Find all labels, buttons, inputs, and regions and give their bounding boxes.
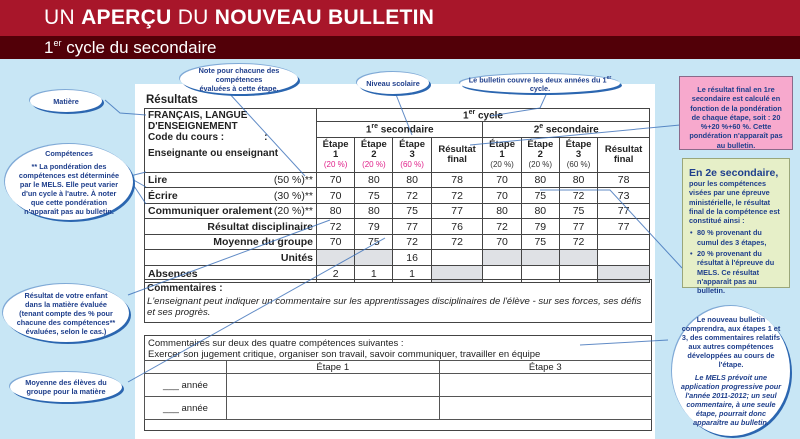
callout-competencies bbox=[5, 144, 133, 220]
cell-value: 80 bbox=[355, 172, 393, 188]
competency-comments-table bbox=[144, 360, 652, 420]
cell-value: 75 bbox=[355, 188, 393, 204]
competency-name: Communiquer oralement bbox=[148, 205, 273, 218]
step-weight: (60 %) bbox=[400, 160, 424, 170]
cell-empty bbox=[145, 361, 227, 374]
cell-value: 70 bbox=[483, 172, 521, 188]
year-rest: secondaire bbox=[543, 124, 599, 136]
cell-value: 70 bbox=[483, 188, 521, 204]
disciplinary-row bbox=[145, 219, 650, 235]
cell-value: 70 bbox=[317, 234, 355, 250]
row-label: Unités bbox=[145, 250, 317, 266]
cell-value: 79 bbox=[521, 219, 559, 235]
cell-value: 77 bbox=[559, 219, 597, 235]
callout-text bbox=[460, 74, 620, 93]
year-label: ___ année bbox=[145, 374, 227, 397]
cell-empty bbox=[559, 250, 597, 266]
callout-text: Matière bbox=[53, 96, 79, 106]
title-part: UN bbox=[44, 6, 82, 29]
competency-weight: (50 %)** bbox=[273, 174, 313, 187]
year-header-2 bbox=[483, 122, 650, 138]
cell-value: 70 bbox=[483, 234, 521, 250]
competency-weight: (30 %)** bbox=[273, 189, 313, 202]
competency-row bbox=[145, 172, 650, 188]
callout-text: Moyenne des élèves du groupe pour la matière bbox=[25, 378, 107, 396]
final-result-note bbox=[679, 76, 793, 150]
cell-empty bbox=[355, 250, 393, 266]
competency-weight: (20 %)** bbox=[273, 205, 313, 218]
step-label: Étape bbox=[489, 139, 515, 151]
step-header bbox=[521, 137, 559, 172]
comments-label: Commentaires : bbox=[147, 283, 223, 294]
cell-value: 72 bbox=[483, 219, 521, 235]
note-list bbox=[683, 228, 789, 295]
cell-empty bbox=[483, 250, 521, 266]
final-label: final bbox=[447, 153, 467, 165]
competency-comments-list: Exercer son jugement critique, organiser son travail, savoir communiquer, travailler en équipe bbox=[148, 349, 541, 360]
subtitle-rest: cycle du secondaire bbox=[61, 38, 217, 57]
cell-value: 80 bbox=[355, 203, 393, 219]
callout-title: Compétences bbox=[45, 148, 93, 158]
step-weight: (20 %) bbox=[490, 160, 514, 170]
callout-cycle bbox=[460, 74, 620, 93]
year-num: 2 bbox=[533, 124, 540, 136]
competency-label bbox=[145, 188, 317, 204]
final-header bbox=[598, 137, 650, 172]
cell-value: 75 bbox=[559, 203, 597, 219]
callout-text: Note pour chacune des compétences bbox=[198, 65, 280, 84]
year-sup: re bbox=[371, 123, 379, 131]
step-header bbox=[317, 137, 355, 172]
cell-value: 75 bbox=[521, 188, 559, 204]
cycle-header bbox=[317, 109, 650, 122]
callout-text: ** La pondération des compétences est déterminée par le MELS. Elle peut varier d'un cycle à l'autre. À noter que cette pondération n'apparaît pas au bulletin. bbox=[18, 161, 120, 216]
course-code-row bbox=[148, 132, 313, 143]
year-sup: e bbox=[539, 123, 544, 131]
step-num: 2 bbox=[537, 149, 543, 161]
cell-value: 1 bbox=[355, 265, 393, 282]
callout-group-average bbox=[10, 372, 122, 402]
cell-value: 1 bbox=[393, 265, 431, 282]
step-num: 1 bbox=[499, 149, 505, 161]
cell-value: 72 bbox=[431, 188, 483, 204]
step-num: 1 bbox=[332, 149, 339, 161]
step-label: Étape bbox=[527, 139, 554, 151]
subject-name: FRANÇAIS, LANGUE D'ENSEIGNEMENT bbox=[148, 110, 248, 132]
comment-cell bbox=[227, 374, 440, 397]
competency-name: Écrire bbox=[148, 189, 178, 202]
cell-value: 75 bbox=[355, 234, 393, 250]
group-average-row bbox=[145, 234, 650, 250]
competency-label bbox=[145, 203, 317, 219]
callout-grade-level bbox=[357, 72, 429, 94]
callout-step-grade bbox=[180, 64, 298, 94]
course-code-label: Code du cours : bbox=[148, 132, 225, 143]
cell-value: 79 bbox=[355, 219, 393, 235]
callout-text: évaluées à cette étape. bbox=[199, 83, 279, 93]
callout-text: Niveau scolaire bbox=[366, 78, 420, 88]
page-title bbox=[44, 6, 434, 30]
cell-value: 80 bbox=[317, 203, 355, 219]
subject-info-cell bbox=[145, 109, 317, 173]
cycle-header-rest: cycle bbox=[475, 110, 503, 122]
competency-comments-box bbox=[144, 335, 652, 431]
cell-value: 72 bbox=[559, 188, 597, 204]
row-label: Absences bbox=[145, 265, 317, 282]
year-label: ___ année bbox=[145, 397, 227, 420]
step-weight: (20 %) bbox=[362, 160, 386, 170]
callout-text-part: cycle. bbox=[529, 84, 551, 94]
step-header bbox=[355, 137, 393, 172]
year-rest: secondaire bbox=[378, 124, 434, 136]
final-label: final bbox=[613, 153, 634, 165]
row-label: Résultat disciplinaire bbox=[145, 219, 317, 235]
column-header: Étape 1 bbox=[227, 361, 440, 374]
callout-text-sup: er bbox=[606, 74, 612, 81]
page-subtitle bbox=[44, 38, 216, 58]
final-label: Résultat bbox=[438, 143, 476, 155]
competency-name: Lire bbox=[148, 174, 168, 187]
cell-value: 75 bbox=[521, 234, 559, 250]
cell-value: 80 bbox=[521, 172, 559, 188]
step-header bbox=[559, 137, 597, 172]
step-header bbox=[393, 137, 431, 172]
cell-empty bbox=[317, 250, 355, 266]
step-num: 3 bbox=[575, 149, 582, 161]
title-part: DU bbox=[171, 6, 215, 29]
cell-value: 77 bbox=[393, 219, 431, 235]
note-item: • 20 % provenant du résultat à l'épreuve du MELS. Ce résultat n'apparaît pas au bulletin. bbox=[697, 249, 785, 295]
cell-value: 77 bbox=[598, 219, 650, 235]
callout-text: Résultat de votre enfant dans la matière évaluée (tenant compte des % pour chacune des compétences** évaluées, selon le cas.) bbox=[16, 290, 116, 336]
step-header bbox=[483, 137, 521, 172]
callout-child-result bbox=[3, 284, 129, 342]
teacher-label: Enseignante ou enseignant bbox=[148, 148, 279, 159]
step-weight: (60 %) bbox=[566, 160, 591, 170]
cell-value: 2 bbox=[317, 265, 355, 282]
cell-value: 80 bbox=[393, 172, 431, 188]
cell-value: 72 bbox=[431, 234, 483, 250]
cycle-header-sup: er bbox=[468, 109, 476, 116]
cell-value: 70 bbox=[317, 188, 355, 204]
note-title: En 2e secondaire, bbox=[689, 167, 779, 179]
title-part: APERÇU bbox=[81, 6, 172, 29]
cell-value: 77 bbox=[431, 203, 483, 219]
step-num: 3 bbox=[409, 149, 415, 161]
cell-value: 72 bbox=[559, 234, 597, 250]
cell-value: 76 bbox=[431, 219, 483, 235]
title-part: NOUVEAU BULLETIN bbox=[214, 6, 435, 29]
course-code-separator: : bbox=[264, 132, 268, 143]
competency-comments-intro: Commentaires sur deux des quatre compétences suivantes : bbox=[148, 338, 404, 349]
competency-row bbox=[145, 188, 650, 204]
units-row bbox=[145, 250, 650, 266]
final-header bbox=[431, 137, 483, 172]
column-header: Étape 3 bbox=[439, 361, 652, 374]
subtitle-num: 1 bbox=[44, 38, 54, 57]
callout-subject bbox=[30, 90, 102, 112]
cell-value: 70 bbox=[317, 172, 355, 188]
comment-cell bbox=[227, 397, 440, 420]
cell-value: 78 bbox=[598, 172, 650, 188]
cell-value: 80 bbox=[559, 172, 597, 188]
cell-value: 72 bbox=[317, 219, 355, 235]
callout-new-report bbox=[672, 306, 790, 436]
cell-value: 16 bbox=[393, 250, 431, 266]
cell-value: 73 bbox=[598, 188, 650, 204]
cycle-header-num: 1 bbox=[463, 110, 469, 122]
cell-empty bbox=[431, 250, 483, 266]
cell-value: 80 bbox=[521, 203, 559, 219]
year-header-1 bbox=[317, 122, 483, 138]
cell-value: 80 bbox=[483, 203, 521, 219]
subheader-banner bbox=[0, 36, 800, 59]
callout-text: Le MELS prévoit une application progressive pour l'année 2011-2012; un seul commentaire, à une seule étape, pourrait donc apparaître au bulletin. bbox=[680, 373, 782, 427]
cell-value: 72 bbox=[393, 188, 431, 204]
cell-value: 77 bbox=[598, 203, 650, 219]
step-weight: (20 %) bbox=[323, 160, 348, 170]
cell-value: 72 bbox=[393, 234, 431, 250]
competency-row bbox=[145, 203, 650, 219]
secondary-2-note bbox=[682, 158, 790, 296]
step-label: Étape bbox=[322, 139, 349, 151]
callout-text: Le nouveau bulletin comprendra, aux étapes 1 et 3, des commentaires relatifs aux autres compétences développées au cours de l'étape. bbox=[681, 315, 781, 369]
final-label: Résultat bbox=[604, 143, 643, 155]
subtitle-sup: er bbox=[53, 38, 62, 48]
cell-value: 75 bbox=[393, 203, 431, 219]
cell-value: 78 bbox=[431, 172, 483, 188]
results-table bbox=[144, 108, 650, 283]
step-label: Étape bbox=[565, 139, 592, 151]
note-text: Le résultat final en 1re secondaire est calculé en fonction de la pondération de chaque étape, soit : 20 %+20 %+60 %. Cette pondération n'apparaît pas au bulletin. bbox=[689, 85, 783, 150]
step-num: 2 bbox=[371, 149, 377, 161]
cell-empty bbox=[598, 250, 650, 266]
year-num: 1 bbox=[365, 124, 372, 136]
comment-cell bbox=[439, 374, 652, 397]
comments-box bbox=[144, 279, 652, 323]
cell-value bbox=[598, 234, 650, 250]
step-label: Étape bbox=[360, 139, 387, 151]
comment-cell bbox=[439, 397, 652, 420]
header-banner bbox=[0, 0, 800, 36]
cell-empty bbox=[521, 250, 559, 266]
row-label: Moyenne du groupe bbox=[145, 234, 317, 250]
comments-text: L'enseignant peut indiquer un commentaire sur les apprentissages disciplinaires de l'élève - sur ses forces, ses défis et ses progrès. bbox=[147, 296, 642, 318]
note-intro: pour les compétences visées par une épreuve ministérielle, le résultat final de la compétence est constitué ainsi : bbox=[689, 179, 780, 226]
note-item: • 80 % provenant du cumul des 3 étapes, bbox=[697, 228, 785, 247]
results-title: Résultats bbox=[146, 94, 198, 106]
step-weight: (20 %) bbox=[528, 160, 553, 170]
callout-text-part: Le bulletin couvre les deux années du 1 bbox=[468, 75, 607, 85]
competency-label bbox=[145, 172, 317, 188]
step-label: Étape bbox=[399, 139, 426, 151]
